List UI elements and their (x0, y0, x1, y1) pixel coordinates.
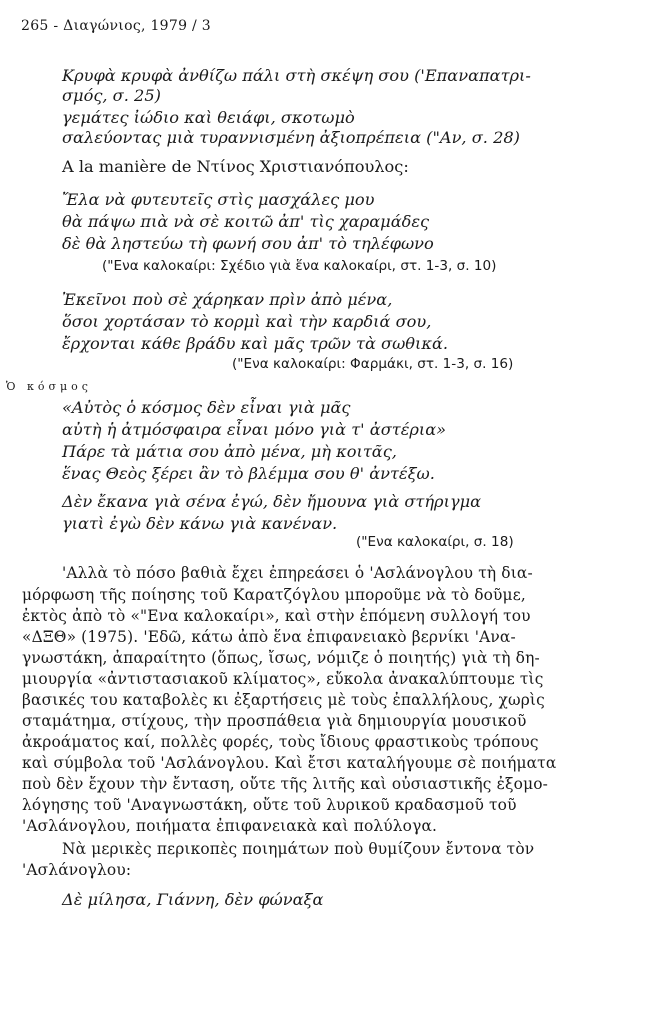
margin-note: Ὁ κόσμος (6, 380, 92, 393)
paragraph-line: καὶ σύμβολα τοῦ 'Ασλάνογλου. Καὶ ἔτσι καταλήγουμε σὲ ποιήματα (22, 754, 557, 772)
paragraph-line: Νὰ μερικὲς περικοπὲς ποιημάτων ποὺ θυμίζουν ἔντονα τὸν (62, 840, 535, 858)
poem-source: ("Ενα καλοκαίρι: Φαρμάκι, στ. 1-3, σ. 16) (232, 356, 514, 372)
poem-line: «Αὐτὸς ὁ κόσμος δὲν εἶναι γιὰ μᾶς (62, 398, 351, 417)
paragraph-line: βασικές του καταβολὲς κι ἐξαρτήσεις μὲ τοὺς ἐπαλλήλους, χωρὶς (22, 691, 545, 709)
paragraph-line: ἐκτὸς ἀπὸ τὸ «"Ενα καλοκαίρι», καὶ στὴν ἑπόμενη συλλογή του (22, 607, 531, 625)
poem-line: Δὲ μίλησα, Γιάννη, δὲν φώναξα (62, 890, 324, 909)
paragraph-line: 'Ασλάνογλου: (22, 861, 132, 879)
poem-line: αὐτὴ ἡ ἀτμόσφαιρα εἶναι μόνο γιὰ τ' ἀστέρια» (62, 420, 447, 439)
quote-line: σαλεύοντας μιὰ τυραννισμένη ἀξιοπρέπεια ("Αν, σ. 28) (62, 128, 520, 147)
paragraph-line: 'Αλλὰ τὸ πόσο βαθιὰ ἔχει ἐπηρεάσει ὁ 'Ασλάνογλου τὴ δια- (62, 564, 533, 582)
section-heading: A la manière de Ντίνος Χριστιανόπουλος: (62, 157, 409, 176)
paragraph-line: ἀκροάματος καί, πολλὲς φορές, τοὺς ἴδιους φραστικοὺς τρόπους (22, 733, 539, 751)
poem-source: ("Ενα καλοκαίρι, σ. 18) (356, 534, 514, 550)
poem-line: ὅσοι χορτάσαν τὸ κορμὶ καὶ τὴν καρδιά σου, (62, 312, 432, 331)
paragraph-line: «ΔΞΘ» (1975). 'Εδῶ, κάτω ἀπὸ ἕνα ἐπιφανειακὸ βερνίκι 'Ανα- (22, 628, 516, 646)
paragraph-line: ποὺ δὲν ἔχουν τὴν ἔνταση, οὔτε τῆς λιτῆς καὶ οὐσιαστικῆς ἐξομο- (22, 775, 548, 793)
poem-line: Ἐκεῖνοι ποὺ σὲ χάρηκαν πρὶν ἀπὸ μένα, (62, 290, 393, 309)
poem-line: Ἔλα νὰ φυτευτεῖς στὶς μασχάλες μου (62, 190, 375, 209)
paragraph-line: λόγησης τοῦ 'Αναγνωστάκη, οὔτε τοῦ λυρικοῦ κραδασμοῦ τοῦ (22, 796, 517, 814)
paragraph-line: γνωστάκη, ἀπαραίτητο (ὅπως, ἴσως, νόμιζε ὁ ποιητής) γιὰ τὴ δη- (22, 649, 540, 667)
paragraph-line: μιουργία «ἀντιστασιακοῦ κλίματος», εὔκολα ἀνακαλύπτουμε τὶς (22, 670, 544, 688)
poem-line: ἔρχονται κάθε βράδυ καὶ μᾶς τρῶν τὰ σωθικά. (62, 334, 449, 353)
poem-source: ("Ενα καλοκαίρι: Σχέδιο γιὰ ἕνα καλοκαίρι, στ. 1-3, σ. 10) (102, 258, 497, 274)
paragraph-line: 'Ασλάνογλου, ποιήματα ἐπιφανειακὰ καὶ πολύλογα. (22, 817, 438, 835)
page-header: 265 - Διαγώνιος, 1979 / 3 (21, 18, 212, 34)
poem-line: Πάρε τὰ μάτια σου ἀπὸ μένα, μὴ κοιτᾶς, (62, 442, 397, 461)
poem-line: ἕνας Θεὸς ξέρει ἂν τὸ βλέμμα σου θ' ἀντέξω. (62, 464, 435, 483)
poem-line: θὰ πάψω πιὰ νὰ σὲ κοιτῶ ἀπ' τὶς χαραμάδες (62, 212, 430, 231)
paragraph-line: σταμάτημα, στίχους, τὴν προσπάθεια γιὰ δημιουργία μουσικοῦ (22, 712, 527, 730)
poem-line: γιατὶ ἐγὼ δὲν κάνω γιὰ κανέναν. (62, 514, 338, 533)
paragraph-line: μόρφωση τῆς ποίησης τοῦ Καρατζόγλου μποροῦμε νὰ τὸ δοῦμε, (22, 586, 526, 604)
poem-line: Δὲν ἔκανα γιὰ σένα ἐγώ, δὲν ἤμουνα γιὰ στήριγμα (62, 492, 482, 511)
quote-line: γεμάτες ἰώδιο καὶ θειάφι, σκοτωμὸ (62, 108, 355, 127)
quote-line: Κρυφὰ κρυφὰ ἀνθίζω πάλι στὴ σκέψη σου ('Επαναπατρι- (62, 66, 531, 85)
quote-line: σμός, σ. 25) (62, 86, 161, 105)
poem-line: δὲ θὰ ληστεύω τὴ φωνή σου ἀπ' τὸ τηλέφωνο (62, 234, 434, 253)
